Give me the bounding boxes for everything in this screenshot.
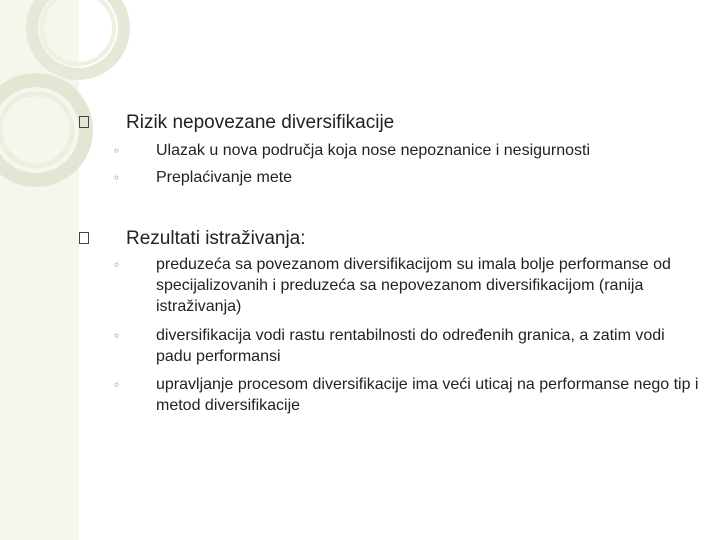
small-circle-icon: ◦ [113,144,121,158]
list-item: diversifikacija vodi rastu rentabilnosti do određenih granica, a zatim vodi padu performansi [156,327,665,365]
section-heading: Rezultati istraživanja: [126,228,306,249]
list-item: upravljanje procesom diversifikacije ima veći uticaj na performanse nego tip i metod diversifikacije [156,376,699,414]
small-circle-icon: ◦ [113,171,121,185]
square-box-icon [79,116,89,128]
section-heading: Rizik nepovezane diversifikacije [126,112,395,133]
list-item: Ulazak u nova područja koja nose nepoznanice i nesigurnosti [156,142,591,159]
small-circle-icon: ◦ [113,258,121,272]
square-box-icon [79,232,89,244]
small-circle-icon: ◦ [113,378,121,392]
small-circle-icon: ◦ [113,329,121,343]
list-item: preduzeća sa povezanom diversifikacijom su imala bolje performanse od specijalizovanih i preduzeća sa nepovezanom diversifikacijom (ranija istraživanja) [156,256,671,315]
list-item: Preplaćivanje mete [156,169,293,186]
